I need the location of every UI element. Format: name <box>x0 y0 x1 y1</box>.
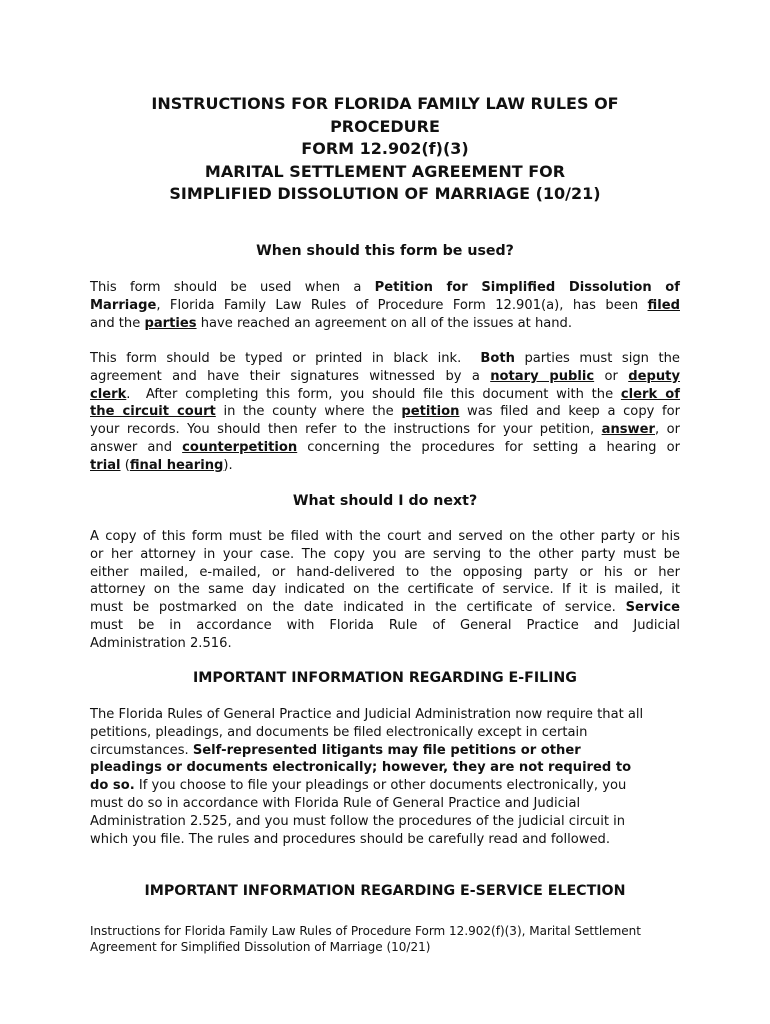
glossary-link-deputy-clerk-cont[interactable]: clerk <box>90 386 127 402</box>
text-line: the circuit court in the county where the petition was filed and keep a copy for <box>90 404 680 420</box>
glossary-link-filed[interactable]: filed <box>647 297 680 313</box>
text-line: agreement and have their signatures witnessed by a notary public or deputy <box>90 368 680 384</box>
glossary-link-trial[interactable]: trial <box>90 457 121 473</box>
title-line: FORM 12.902(f)(3) <box>301 139 469 158</box>
document-title <box>90 93 680 206</box>
text-line: trial (final hearing). <box>90 457 233 473</box>
text-line: must be in accordance with Florida Rule of General Practice and Judicial <box>90 617 680 633</box>
text-line: or her attorney in your case. The copy you are serving to the other party must be <box>90 546 680 562</box>
section-heading-efiling: IMPORTANT INFORMATION REGARDING E-FILING <box>193 670 577 686</box>
text-line: which you file. The rules and procedures should be carefully read and followed. <box>90 831 611 847</box>
text-line: Administration 2.525, and you must follow the procedures of the judicial circuit in <box>90 813 626 829</box>
text-line: answer and counterpetition concerning the procedures for setting a hearing or <box>90 439 680 455</box>
title-line: MARITAL SETTLEMENT AGREEMENT FOR <box>204 161 566 181</box>
text-line: and the parties have reached an agreement on all of the issues at hand. <box>90 315 573 331</box>
footer-line: Instructions for Florida Family Law Rules of Procedure Form 12.902(f)(3), Marital Settlement <box>90 924 641 938</box>
text-line: attorney on the same day indicated on the certificate of service. If it is mailed, it <box>90 582 680 598</box>
glossary-link-answer[interactable]: answer <box>601 422 655 438</box>
text-line: Marriage, Florida Family Law Rules of Procedure Form 12.901(a), has been filed <box>90 297 680 313</box>
footer-line: Agreement for Simplified Dissolution of Marriage (10/21) <box>90 940 431 954</box>
text-line: your records. You should then refer to the instructions for your petition, answer, or <box>90 422 680 438</box>
text-line: do so. If you choose to file your pleadings or other documents electronically, you <box>90 778 627 794</box>
text-line: The Florida Rules of General Practice and Judicial Administration now require that all <box>90 707 644 722</box>
text-line: This form should be used when a Petition for Simplified Dissolution of <box>90 280 680 295</box>
title-line: INSTRUCTIONS FOR FLORIDA FAMILY LAW RULES OF <box>151 94 619 113</box>
paragraph-ink-signatures <box>90 350 680 475</box>
text-line: Administration 2.516. <box>90 635 232 651</box>
text-line: must do so in accordance with Florida Rule of General Practice and Judicial <box>90 795 581 811</box>
glossary-link-clerk-of-court-cont[interactable]: the circuit court <box>90 404 216 420</box>
text-line: clerk. After completing this form, you should file this document with the clerk of <box>90 386 681 402</box>
text-line: circumstances. Self-represented litigants may file petitions or other <box>90 742 581 758</box>
paragraph-when-used <box>90 279 680 332</box>
page-footer <box>90 923 690 955</box>
section-heading-next: What should I do next? <box>292 493 478 509</box>
glossary-link-parties[interactable]: parties <box>144 315 197 331</box>
section-heading-eservice: IMPORTANT INFORMATION REGARDING E-SERVICE ELECTION <box>144 883 626 899</box>
text-line: A copy of this form must be filed with the court and served on the other party or his <box>90 529 680 544</box>
text-line: petitions, pleadings, and documents be filed electronically except in certain <box>90 724 588 740</box>
paragraph-efiling <box>90 706 680 848</box>
text-line: either mailed, e-mailed, or hand-delivered to the opposing party or his or her <box>90 564 680 580</box>
title-line: SIMPLIFIED DISSOLUTION OF MARRIAGE (10/21) <box>169 184 601 203</box>
glossary-link-petition[interactable]: petition <box>401 404 460 420</box>
glossary-link-notary-public[interactable]: notary public <box>490 368 595 384</box>
paragraph-service <box>90 528 680 653</box>
text-line: This form should be typed or printed in black ink. Both parties must sign the <box>90 351 680 366</box>
glossary-link-deputy-clerk[interactable]: deputy <box>628 368 680 384</box>
glossary-link-counterpetition[interactable]: counterpetition <box>182 439 298 455</box>
glossary-link-clerk-of-court[interactable]: clerk of <box>620 386 681 402</box>
glossary-link-final-hearing[interactable]: final hearing <box>129 457 224 473</box>
title-line: PROCEDURE <box>330 116 440 136</box>
text-line: must be postmarked on the date indicated in the certificate of service. Service <box>90 600 680 616</box>
text-line: pleadings or documents electronically; however, they are not required to <box>90 760 632 776</box>
section-heading-when: When should this form be used? <box>256 243 514 259</box>
